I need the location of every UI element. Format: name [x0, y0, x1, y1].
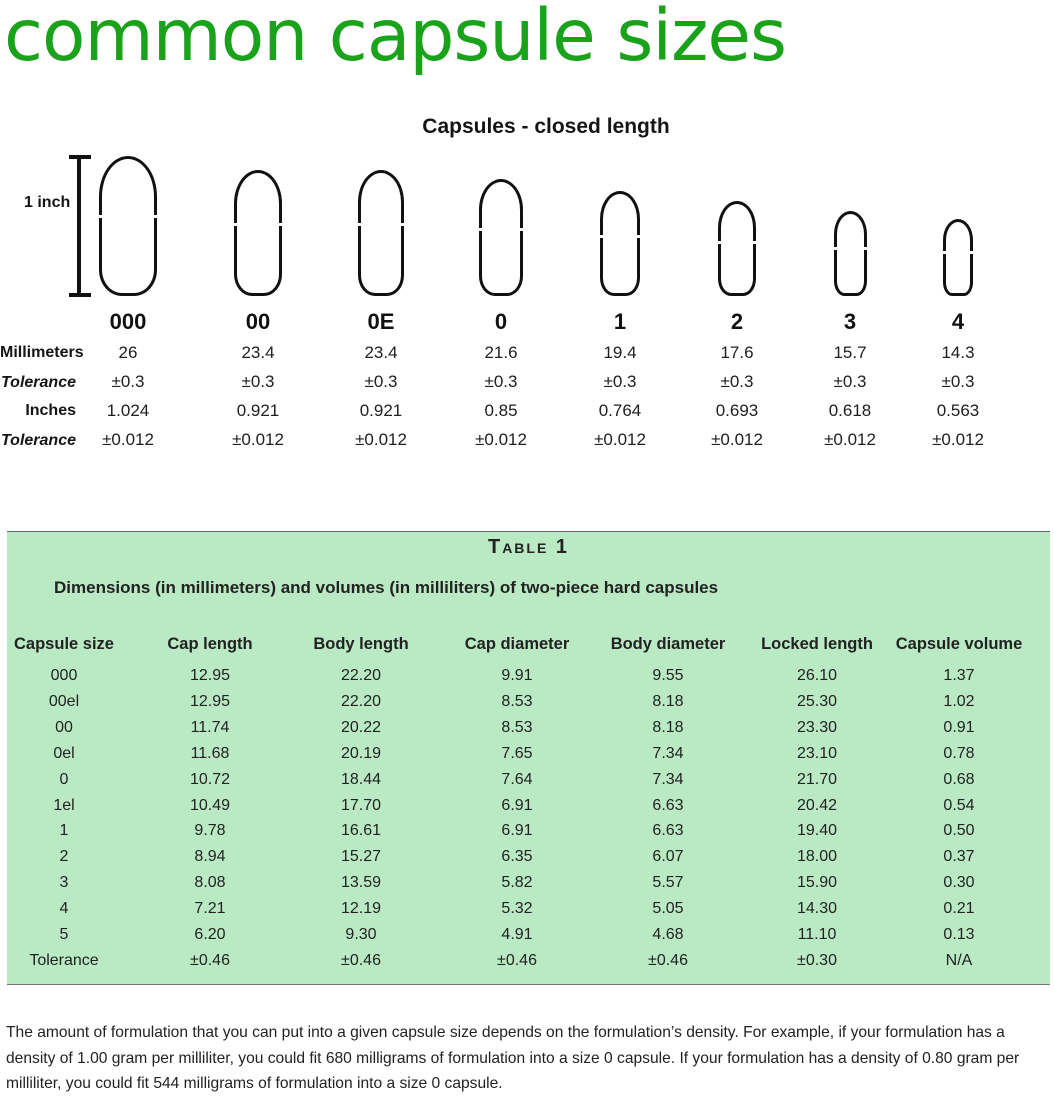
table-cell: 0.50 — [943, 822, 975, 840]
table-cell: 10.72 — [189, 770, 231, 788]
table-cell: 0 — [59, 770, 69, 788]
capsule-seam — [864, 247, 868, 250]
capsule-mm-value: 15.7 — [833, 343, 867, 362]
table-cell: 8.53 — [501, 718, 533, 736]
capsule-mm-tolerance-value: ±0.3 — [833, 372, 867, 391]
table-cell: 15.27 — [340, 848, 382, 866]
row-label-inches: Inches — [25, 402, 76, 419]
row-label-in-tolerance: Tolerance — [1, 432, 76, 449]
capsule-in-tolerance-value: ±0.012 — [824, 430, 876, 449]
table-cell: 0.78 — [943, 744, 975, 762]
capsule-mm-value: 26 — [118, 343, 138, 362]
table-cell: 15.90 — [796, 874, 838, 892]
table-cell: 12.95 — [189, 692, 231, 710]
capsule-outline-3 — [834, 211, 867, 296]
table-cell: 23.10 — [796, 744, 838, 762]
column-header: Capsule size — [14, 635, 114, 653]
ruler-label: 1 inch — [24, 194, 71, 211]
table-cell: ±0.46 — [497, 951, 537, 969]
capsule-size-label: 00 — [245, 309, 271, 334]
capsule-inches-value: 1.024 — [106, 401, 150, 420]
capsule-size-label: 2 — [730, 309, 744, 334]
table-cell: 6.07 — [652, 848, 684, 866]
table-cell: 12.19 — [340, 900, 382, 918]
table-cell: 22.20 — [340, 692, 382, 710]
capsule-outline-000 — [99, 156, 157, 296]
capsule-mm-value: 14.3 — [941, 343, 975, 362]
capsule-seam — [637, 235, 641, 238]
capsule-inches-value: 0.921 — [359, 401, 403, 420]
capsule-seam — [520, 228, 524, 231]
column-header: Cap length — [167, 635, 253, 653]
capsule-seam — [154, 215, 158, 218]
table-cell: 12.95 — [189, 667, 231, 684]
capsule-seam — [401, 223, 405, 226]
table-cell: 000 — [50, 667, 78, 684]
table-cell: 7.34 — [652, 770, 684, 788]
table-cell: 9.91 — [501, 667, 533, 684]
capsule-seam — [833, 247, 837, 250]
capsule-mm-value: 23.4 — [241, 343, 275, 362]
capsule-in-tolerance-value: ±0.012 — [102, 430, 154, 449]
table-cell: 1el — [53, 796, 75, 814]
table-cell: 4.68 — [652, 926, 684, 943]
table-cell: 20.22 — [340, 718, 382, 736]
table-cell: ±0.30 — [797, 951, 837, 969]
table-cell: ±0.46 — [190, 951, 230, 969]
table-cell: 5.32 — [501, 900, 533, 918]
table-cell: 9.55 — [652, 667, 684, 684]
capsule-size-label: 000 — [109, 309, 147, 334]
table-cell: 20.42 — [796, 796, 838, 814]
table-cell: 0.54 — [943, 796, 975, 814]
capsule-mm-tolerance-value: ±0.3 — [241, 372, 275, 391]
capsule-dimensions-table — [7, 531, 1050, 985]
capsule-mm-value: 17.6 — [720, 343, 754, 362]
table-cell: 1.37 — [943, 667, 975, 684]
table-cell: 5.82 — [501, 874, 533, 892]
inch-scale-ruler — [69, 155, 91, 297]
page-title: common capsule sizes — [4, 0, 787, 77]
table-cell: 6.91 — [501, 796, 533, 814]
table-cell: 7.21 — [194, 900, 226, 918]
capsule-outline-0E — [358, 170, 404, 296]
table-cell: 5.57 — [652, 874, 684, 892]
column-header: Capsule volume — [895, 635, 1023, 653]
table-cell: 3 — [59, 874, 69, 892]
table-cell: 13.59 — [340, 874, 382, 892]
table-cell: ±0.46 — [341, 951, 381, 969]
table-cell: 2 — [59, 848, 69, 866]
table-cell: 0.37 — [943, 848, 975, 866]
table-cell: 4.91 — [501, 926, 533, 943]
column-header: Cap diameter — [464, 635, 570, 653]
capsule-mm-tolerance-value: ±0.3 — [603, 372, 637, 391]
table-cell: 20.19 — [340, 744, 382, 762]
capsule-seam — [357, 223, 361, 226]
table-cell: 6.20 — [194, 926, 226, 943]
table-cell: 6.35 — [501, 848, 533, 866]
table-cell: 23.30 — [796, 718, 838, 736]
table-caption: Dimensions (in millimeters) and volumes (in milliliters) of two-piece hard capsules — [54, 578, 719, 597]
table-heading: Table 1 — [487, 536, 569, 558]
table-cell: 8.18 — [652, 718, 684, 736]
capsule-inches-value: 0.563 — [936, 401, 980, 420]
capsule-outline-0 — [479, 179, 523, 296]
table-cell: 5.05 — [652, 900, 684, 918]
capsule-in-tolerance-value: ±0.012 — [932, 430, 984, 449]
table-cell: 21.70 — [796, 770, 838, 788]
table-cell: 17.70 — [340, 796, 382, 814]
capsule-mm-tolerance-value: ±0.3 — [941, 372, 975, 391]
table-cell: 25.30 — [796, 692, 838, 710]
column-header: Locked length — [761, 635, 873, 653]
capsule-inches-value: 0.693 — [715, 401, 759, 420]
capsule-outline-4 — [943, 219, 973, 296]
diagram-title: Capsules - closed length — [422, 115, 670, 138]
table-cell: ±0.46 — [648, 951, 688, 969]
capsule-inches-value: 0.618 — [828, 401, 872, 420]
table-cell: 7.64 — [501, 770, 533, 788]
table-cell: 00el — [48, 692, 80, 710]
table-cell: 11.68 — [190, 744, 230, 762]
capsule-mm-value: 23.4 — [364, 343, 398, 362]
column-header: Body length — [313, 635, 409, 653]
table-cell: 1 — [59, 822, 69, 840]
capsule-size-label: 1 — [613, 309, 627, 334]
table-cell: 0.13 — [943, 926, 975, 943]
table-cell: Tolerance — [29, 951, 99, 969]
table-cell: 0.91 — [943, 718, 975, 736]
table-cell: 19.40 — [796, 822, 838, 840]
table-cell: 00 — [55, 718, 73, 736]
table-cell: 9.30 — [345, 926, 377, 943]
table-cell: 0.30 — [943, 874, 975, 892]
table-cell: 8.94 — [194, 848, 226, 866]
capsule-mm-tolerance-value: ±0.3 — [111, 372, 145, 391]
capsule-outline-1 — [600, 191, 640, 296]
table-cell: 0.21 — [943, 900, 975, 918]
table-cell: 0.68 — [943, 770, 975, 788]
capsule-inches-value: 0.764 — [598, 401, 642, 420]
capsule-seam — [98, 215, 102, 218]
table-cell: 14.30 — [796, 900, 838, 918]
capsule-seam — [279, 223, 283, 226]
capsule-in-tolerance-value: ±0.012 — [711, 430, 763, 449]
capsule-inches-value: 0.921 — [236, 401, 280, 420]
row-label-mm-tolerance: Tolerance — [1, 374, 76, 391]
table-cell: 6.91 — [501, 822, 533, 840]
table-cell: 5 — [59, 926, 69, 943]
table-cell: 8.53 — [501, 692, 533, 710]
capsule-size-label: 3 — [843, 309, 857, 334]
table-cell: 0el — [53, 744, 75, 762]
capsule-in-tolerance-value: ±0.012 — [594, 430, 646, 449]
capsule-mm-tolerance-value: ±0.3 — [484, 372, 518, 391]
table-cell: 11.74 — [190, 718, 230, 736]
capsule-seam — [942, 251, 946, 254]
capsule-outline-00 — [234, 170, 282, 296]
capsule-size-label: 0E — [367, 309, 395, 334]
capsule-mm-value: 21.6 — [484, 343, 518, 362]
table-cell: 7.34 — [652, 744, 684, 762]
capsule-in-tolerance-value: ±0.012 — [475, 430, 527, 449]
table-cell: 4 — [59, 900, 69, 918]
table-cell: N/A — [945, 951, 973, 969]
table-cell: 1.02 — [943, 692, 975, 710]
table-cell: 8.18 — [652, 692, 684, 710]
capsule-seam — [233, 223, 237, 226]
table-cell: 10.49 — [189, 796, 231, 814]
table-cell: 18.44 — [340, 770, 382, 788]
row-label-millimeters: Millimeters — [0, 344, 84, 361]
table-cell: 16.61 — [340, 822, 382, 840]
table-cell: 11.10 — [797, 926, 837, 943]
capsule-seam — [599, 235, 603, 238]
capsule-inches-value: 0.85 — [484, 401, 518, 420]
footnote-paragraph: The amount of formulation that you can put into a given capsule size depends on the formulation’s density. For example, if your formulation has a density of 1.00 gram per milliliter, you could fit 680 milligrams of formulation into a size 0 capsule. If your formulation has a density of 0.80 gram per milliliter, you could fit 544 milligrams of formulation into a size 0 capsule. — [6, 1024, 1020, 1092]
capsule-mm-tolerance-value: ±0.3 — [720, 372, 754, 391]
table-cell: 9.78 — [194, 822, 226, 840]
capsule-outline-2 — [718, 201, 756, 296]
capsule-seam — [970, 251, 974, 254]
table-cell: 6.63 — [652, 822, 684, 840]
table-cell: 22.20 — [340, 667, 382, 684]
capsule-seam — [717, 241, 721, 244]
table-cell: 6.63 — [652, 796, 684, 814]
capsule-in-tolerance-value: ±0.012 — [355, 430, 407, 449]
capsule-size-label: 0 — [494, 309, 508, 334]
capsule-size-label: 4 — [951, 309, 965, 334]
capsule-mm-tolerance-value: ±0.3 — [364, 372, 398, 391]
capsule-in-tolerance-value: ±0.012 — [232, 430, 284, 449]
table-cell: 26.10 — [796, 667, 838, 684]
capsule-seam — [478, 228, 482, 231]
column-header: Body diameter — [610, 635, 726, 653]
capsule-seam — [753, 241, 757, 244]
table-cell: 18.00 — [796, 848, 838, 866]
table-cell: 7.65 — [501, 744, 533, 762]
table-cell: 8.08 — [194, 874, 226, 892]
capsule-mm-value: 19.4 — [603, 343, 637, 362]
